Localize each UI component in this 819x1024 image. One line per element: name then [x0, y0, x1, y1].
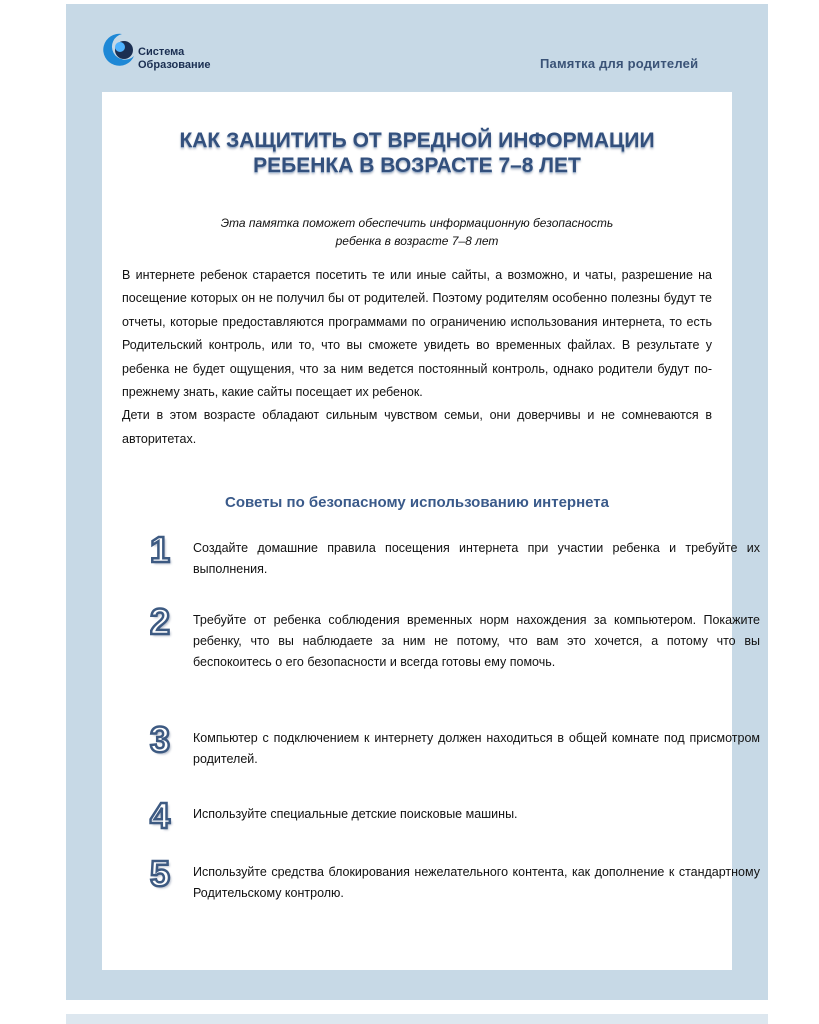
tip-text-2: Требуйте от ребенка соблюдения временных норм нахождения за компьютером. Покажите ребенку, что вы наблюдаете за ним не потому, что вам это хочется, а потому что вы беспокоитесь о его безопасности и всегда готовы ему помочь. — [193, 613, 760, 669]
page-title — [102, 128, 732, 178]
subtitle — [102, 214, 732, 250]
logo-mark-icon — [100, 30, 140, 70]
content-sheet — [102, 92, 760, 970]
tip-number-5: 5 — [150, 853, 171, 894]
tip-number-2: 2 — [150, 601, 171, 642]
logo-text — [138, 46, 211, 72]
tip-text-3: Компьютер с подключением к интернету должен находиться в общей комнате под присмотром родителей. — [193, 731, 760, 766]
logo — [100, 30, 250, 74]
tip-text-1: Создайте домашние правила посещения интернета при участии ребенка и требуйте их выполнения. — [193, 541, 760, 576]
intro-paragraph-2: Дети в этом возрасте обладают сильным чувством семьи, они доверчивы и не сомневаются в авторитетах. — [122, 408, 712, 446]
title-line-1: КАК ЗАЩИТИТЬ ОТ ВРЕДНОЙ ИНФОРМАЦИИ — [179, 129, 655, 152]
tip-text-5: Используйте средства блокирования нежелательного контента, как дополнение к стандартному Родительскому контролю. — [193, 865, 760, 900]
tip-item-2 — [150, 601, 760, 700]
intro-text — [122, 264, 712, 451]
tip-text-4: Используйте специальные детские поисковые машины. — [193, 807, 518, 821]
intro-paragraph-1: В интернете ребенок старается посетить те или иные сайты, а возможно, и чаты, разрешение на посещение которых он не получил бы от родителей. Поэтому родителям особенно полезны будут те отчеты, которые предоставляются программами по ограничению использования интернета, то есть Родительский контроль, или то, что вы сможете увидеть во временных файлах. В результате у ребенка не будет ощущения, что за ним ведется постоянный контроль, однако родители будут по-прежнему знать, какие сайты посещает их ребенок. — [122, 268, 712, 400]
bottom-edge — [66, 1014, 768, 1024]
tip-number-3: 3 — [150, 719, 171, 760]
logo-line-1: Система — [138, 46, 185, 58]
subtitle-line-2: ребенка в возрасте 7–8 лет — [335, 234, 499, 248]
subtitle-line-1: Эта памятка поможет обеспечить информационную безопасность — [220, 216, 614, 230]
logo-line-2: Образование — [138, 59, 211, 71]
tip-number-1: 1 — [150, 529, 171, 570]
title-line-2: РЕБЕНКА В ВОЗРАСТЕ 7–8 ЛЕТ — [253, 154, 581, 177]
tip-number-4: 4 — [150, 795, 171, 836]
section-title: Советы по безопасному использованию интернета — [225, 494, 609, 511]
header-label: Памятка для родителей — [540, 56, 699, 71]
tip-item-5 — [150, 853, 760, 952]
